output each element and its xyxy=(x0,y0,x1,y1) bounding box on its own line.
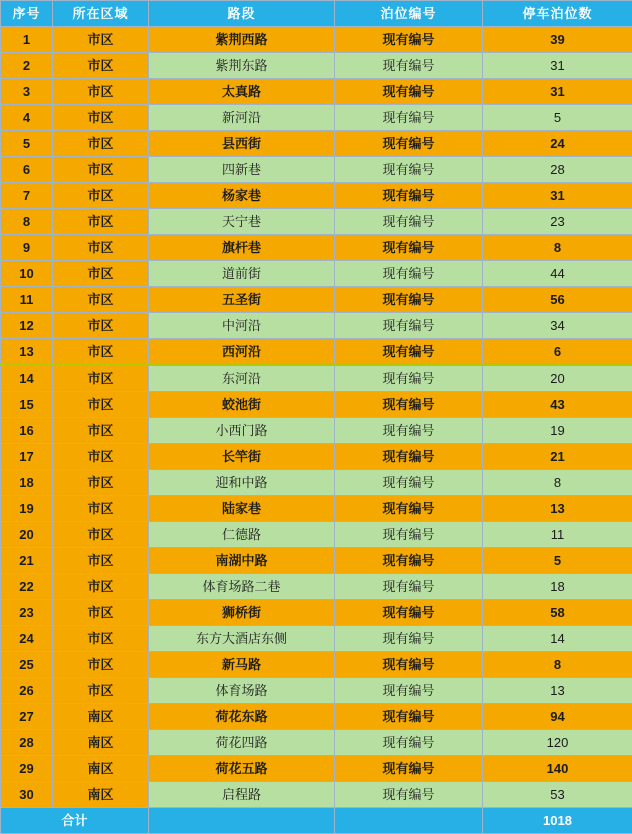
cell-region: 市区 xyxy=(53,496,149,522)
cell-code: 现有编号 xyxy=(335,756,483,782)
cell-index: 13 xyxy=(1,339,53,366)
cell-road: 体育场路 xyxy=(149,678,335,704)
cell-spots: 31 xyxy=(483,53,632,79)
cell-spots: 31 xyxy=(483,79,632,105)
cell-road: 仁德路 xyxy=(149,522,335,548)
cell-index: 16 xyxy=(1,418,53,444)
cell-index: 24 xyxy=(1,626,53,652)
cell-region: 南区 xyxy=(53,704,149,730)
cell-index: 25 xyxy=(1,652,53,678)
cell-spots: 8 xyxy=(483,235,632,261)
cell-spots: 140 xyxy=(483,756,632,782)
cell-code: 现有编号 xyxy=(335,782,483,808)
cell-code: 现有编号 xyxy=(335,131,483,157)
cell-code: 现有编号 xyxy=(335,626,483,652)
cell-index: 9 xyxy=(1,235,53,261)
cell-spots: 14 xyxy=(483,626,632,652)
cell-region: 市区 xyxy=(53,105,149,131)
table-header xyxy=(1,1,632,27)
cell-road: 西河沿 xyxy=(149,339,335,366)
cell-code: 现有编号 xyxy=(335,365,483,392)
cell-region: 市区 xyxy=(53,157,149,183)
cell-index: 7 xyxy=(1,183,53,209)
table-footer xyxy=(1,808,632,834)
cell-region: 市区 xyxy=(53,79,149,105)
table-row xyxy=(1,287,632,313)
cell-road: 小西门路 xyxy=(149,418,335,444)
cell-region: 市区 xyxy=(53,600,149,626)
table-row xyxy=(1,392,632,418)
cell-index: 19 xyxy=(1,496,53,522)
cell-road: 四新巷 xyxy=(149,157,335,183)
cell-spots: 13 xyxy=(483,678,632,704)
column-header-code: 泊位编号 xyxy=(335,1,483,27)
table-row xyxy=(1,365,632,392)
cell-spots: 44 xyxy=(483,261,632,287)
cell-spots: 5 xyxy=(483,105,632,131)
cell-spots: 53 xyxy=(483,782,632,808)
table-row xyxy=(1,548,632,574)
cell-region: 南区 xyxy=(53,782,149,808)
column-header-index: 序号 xyxy=(1,1,53,27)
cell-spots: 94 xyxy=(483,704,632,730)
total-spacer-code xyxy=(335,808,483,834)
cell-index: 22 xyxy=(1,574,53,600)
cell-spots: 6 xyxy=(483,339,632,366)
table-row xyxy=(1,418,632,444)
cell-region: 市区 xyxy=(53,261,149,287)
table-row xyxy=(1,183,632,209)
cell-region: 市区 xyxy=(53,548,149,574)
table-row xyxy=(1,444,632,470)
cell-index: 15 xyxy=(1,392,53,418)
table-row xyxy=(1,652,632,678)
column-header-spots: 停车泊位数 xyxy=(483,1,632,27)
cell-code: 现有编号 xyxy=(335,444,483,470)
cell-code: 现有编号 xyxy=(335,730,483,756)
cell-road: 紫荆西路 xyxy=(149,27,335,53)
cell-code: 现有编号 xyxy=(335,496,483,522)
cell-code: 现有编号 xyxy=(335,470,483,496)
cell-index: 1 xyxy=(1,27,53,53)
cell-road: 县西街 xyxy=(149,131,335,157)
table-row xyxy=(1,313,632,339)
cell-spots: 34 xyxy=(483,313,632,339)
cell-index: 3 xyxy=(1,79,53,105)
cell-road: 紫荆东路 xyxy=(149,53,335,79)
cell-index: 17 xyxy=(1,444,53,470)
table-row xyxy=(1,522,632,548)
cell-region: 市区 xyxy=(53,27,149,53)
cell-road: 陆家巷 xyxy=(149,496,335,522)
cell-spots: 39 xyxy=(483,27,632,53)
total-label: 合计 xyxy=(1,808,149,834)
cell-region: 市区 xyxy=(53,444,149,470)
cell-spots: 58 xyxy=(483,600,632,626)
cell-code: 现有编号 xyxy=(335,652,483,678)
table-row xyxy=(1,105,632,131)
cell-road: 东方大酒店东侧 xyxy=(149,626,335,652)
cell-road: 道前街 xyxy=(149,261,335,287)
cell-code: 现有编号 xyxy=(335,53,483,79)
table-body xyxy=(1,27,632,808)
cell-spots: 11 xyxy=(483,522,632,548)
total-value: 1018 xyxy=(483,808,632,834)
cell-code: 现有编号 xyxy=(335,157,483,183)
cell-region: 市区 xyxy=(53,392,149,418)
cell-region: 市区 xyxy=(53,235,149,261)
table-row xyxy=(1,600,632,626)
cell-region: 市区 xyxy=(53,313,149,339)
cell-spots: 5 xyxy=(483,548,632,574)
table-row xyxy=(1,626,632,652)
cell-index: 2 xyxy=(1,53,53,79)
cell-region: 市区 xyxy=(53,209,149,235)
cell-spots: 19 xyxy=(483,418,632,444)
table-row xyxy=(1,756,632,782)
cell-code: 现有编号 xyxy=(335,574,483,600)
cell-index: 12 xyxy=(1,313,53,339)
cell-road: 新河沿 xyxy=(149,105,335,131)
cell-region: 市区 xyxy=(53,626,149,652)
table-row xyxy=(1,339,632,366)
table-row xyxy=(1,235,632,261)
cell-road: 迎和中路 xyxy=(149,470,335,496)
cell-spots: 13 xyxy=(483,496,632,522)
cell-spots: 8 xyxy=(483,652,632,678)
table-row xyxy=(1,261,632,287)
cell-region: 市区 xyxy=(53,652,149,678)
cell-code: 现有编号 xyxy=(335,183,483,209)
cell-region: 市区 xyxy=(53,574,149,600)
cell-spots: 18 xyxy=(483,574,632,600)
cell-index: 28 xyxy=(1,730,53,756)
cell-index: 20 xyxy=(1,522,53,548)
cell-region: 南区 xyxy=(53,756,149,782)
cell-road: 南湖中路 xyxy=(149,548,335,574)
column-header-road: 路段 xyxy=(149,1,335,27)
cell-code: 现有编号 xyxy=(335,678,483,704)
cell-index: 4 xyxy=(1,105,53,131)
cell-index: 18 xyxy=(1,470,53,496)
cell-road: 荷花五路 xyxy=(149,756,335,782)
cell-index: 21 xyxy=(1,548,53,574)
table-row xyxy=(1,79,632,105)
column-header-region: 所在区域 xyxy=(53,1,149,27)
cell-road: 启程路 xyxy=(149,782,335,808)
cell-region: 市区 xyxy=(53,418,149,444)
cell-region: 市区 xyxy=(53,339,149,366)
cell-code: 现有编号 xyxy=(335,105,483,131)
cell-region: 市区 xyxy=(53,470,149,496)
cell-road: 体育场路二巷 xyxy=(149,574,335,600)
table-row xyxy=(1,704,632,730)
cell-code: 现有编号 xyxy=(335,209,483,235)
table-row xyxy=(1,209,632,235)
table-row xyxy=(1,496,632,522)
cell-road: 长竿街 xyxy=(149,444,335,470)
cell-spots: 8 xyxy=(483,470,632,496)
cell-road: 天宁巷 xyxy=(149,209,335,235)
cell-road: 新马路 xyxy=(149,652,335,678)
cell-road: 荷花四路 xyxy=(149,730,335,756)
cell-code: 现有编号 xyxy=(335,235,483,261)
cell-code: 现有编号 xyxy=(335,704,483,730)
cell-code: 现有编号 xyxy=(335,522,483,548)
total-row xyxy=(1,808,632,834)
cell-index: 5 xyxy=(1,131,53,157)
cell-code: 现有编号 xyxy=(335,287,483,313)
cell-index: 6 xyxy=(1,157,53,183)
cell-index: 26 xyxy=(1,678,53,704)
table-row xyxy=(1,782,632,808)
table-row xyxy=(1,27,632,53)
table-row xyxy=(1,730,632,756)
cell-road: 中河沿 xyxy=(149,313,335,339)
cell-region: 南区 xyxy=(53,730,149,756)
cell-region: 市区 xyxy=(53,53,149,79)
table-row xyxy=(1,678,632,704)
cell-code: 现有编号 xyxy=(335,548,483,574)
cell-spots: 120 xyxy=(483,730,632,756)
cell-index: 30 xyxy=(1,782,53,808)
cell-region: 市区 xyxy=(53,365,149,392)
cell-road: 狮桥街 xyxy=(149,600,335,626)
cell-spots: 23 xyxy=(483,209,632,235)
cell-index: 14 xyxy=(1,365,53,392)
cell-region: 市区 xyxy=(53,183,149,209)
cell-road: 太真路 xyxy=(149,79,335,105)
cell-code: 现有编号 xyxy=(335,600,483,626)
cell-spots: 31 xyxy=(483,183,632,209)
cell-road: 杨家巷 xyxy=(149,183,335,209)
cell-spots: 56 xyxy=(483,287,632,313)
cell-region: 市区 xyxy=(53,522,149,548)
cell-road: 旗杆巷 xyxy=(149,235,335,261)
table-row xyxy=(1,470,632,496)
cell-region: 市区 xyxy=(53,287,149,313)
cell-road: 蛟池街 xyxy=(149,392,335,418)
cell-road: 荷花东路 xyxy=(149,704,335,730)
cell-region: 市区 xyxy=(53,131,149,157)
cell-index: 11 xyxy=(1,287,53,313)
cell-code: 现有编号 xyxy=(335,261,483,287)
cell-code: 现有编号 xyxy=(335,392,483,418)
table-row xyxy=(1,157,632,183)
cell-spots: 43 xyxy=(483,392,632,418)
cell-index: 29 xyxy=(1,756,53,782)
table-row xyxy=(1,53,632,79)
cell-code: 现有编号 xyxy=(335,313,483,339)
cell-region: 市区 xyxy=(53,678,149,704)
cell-index: 8 xyxy=(1,209,53,235)
cell-index: 10 xyxy=(1,261,53,287)
cell-index: 27 xyxy=(1,704,53,730)
cell-spots: 20 xyxy=(483,365,632,392)
cell-code: 现有编号 xyxy=(335,27,483,53)
cell-road: 五圣街 xyxy=(149,287,335,313)
cell-spots: 24 xyxy=(483,131,632,157)
cell-index: 23 xyxy=(1,600,53,626)
cell-code: 现有编号 xyxy=(335,79,483,105)
table-row xyxy=(1,574,632,600)
cell-code: 现有编号 xyxy=(335,418,483,444)
table-header-row xyxy=(1,1,632,27)
cell-spots: 21 xyxy=(483,444,632,470)
table-row xyxy=(1,131,632,157)
cell-road: 东河沿 xyxy=(149,365,335,392)
total-spacer-road xyxy=(149,808,335,834)
cell-spots: 28 xyxy=(483,157,632,183)
cell-code: 现有编号 xyxy=(335,339,483,366)
